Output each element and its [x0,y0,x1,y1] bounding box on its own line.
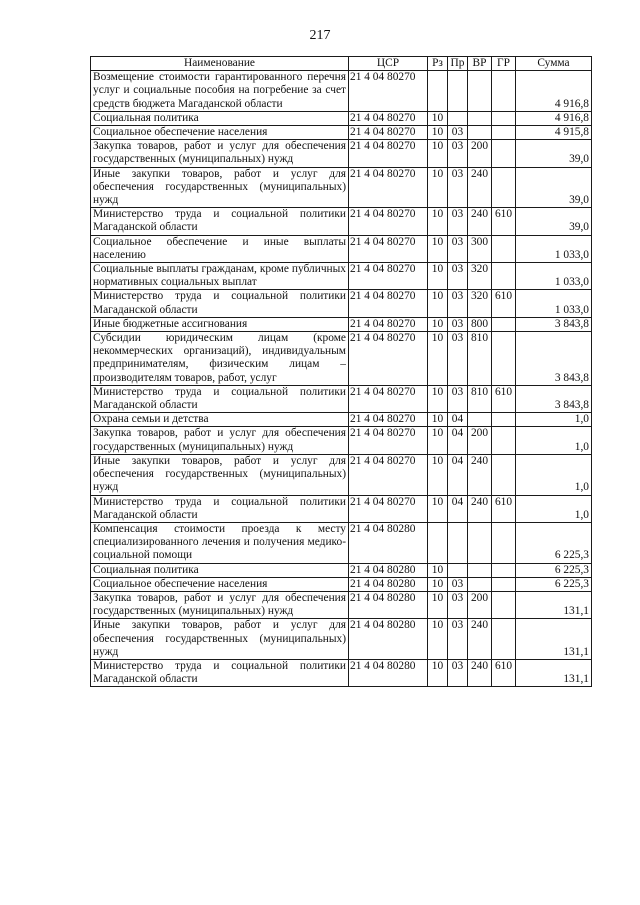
csr-cell: 21 4 04 80270 [349,332,428,386]
pr-cell: 03 [448,167,468,208]
sum-cell: 1 033,0 [516,263,592,290]
pr-cell: 03 [448,140,468,167]
name-cell: Субсидии юридическим лицам (кроме некоммерческих организаций), индивидуальным предпринимателям, физическим лицам – производителям товаров, работ, услуг [91,332,349,386]
vr-cell: 320 [468,290,492,317]
name-cell: Охрана семьи и детства [91,413,349,427]
table-row [91,577,592,591]
header-rz: Рз [428,57,448,71]
gr-cell [492,591,516,618]
rz-cell: 10 [428,619,448,660]
vr-cell: 240 [468,619,492,660]
pr-cell [448,111,468,125]
rz-cell: 10 [428,126,448,140]
table-row [91,563,592,577]
budget-table [90,56,592,687]
rz-cell: 10 [428,385,448,412]
sum-cell: 6 225,3 [516,563,592,577]
name-cell: Иные закупки товаров, работ и услуг для обеспечения государственных (муниципальных) нужд [91,619,349,660]
csr-cell: 21 4 04 80280 [349,522,428,563]
sum-cell: 131,1 [516,619,592,660]
page-number: 217 [309,28,331,43]
rz-cell: 10 [428,263,448,290]
csr-cell: 21 4 04 80270 [349,454,428,495]
rz-cell: 10 [428,290,448,317]
name-cell: Министерство труда и социальной политики Магаданской области [91,385,349,412]
vr-cell [468,563,492,577]
name-cell: Иные закупки товаров, работ и услуг для обеспечения государственных (муниципальных) нужд [91,454,349,495]
name-cell: Министерство труда и социальной политики Магаданской области [91,495,349,522]
vr-cell: 240 [468,208,492,235]
table-row [91,591,592,618]
gr-cell [492,427,516,454]
csr-cell: 21 4 04 80270 [349,167,428,208]
name-cell: Возмещение стоимости гарантированного перечня услуг и социальные пособия на погребение за счет средств бюджета Магаданской области [91,71,349,112]
csr-cell: 21 4 04 80270 [349,317,428,331]
sum-cell: 39,0 [516,208,592,235]
gr-cell [492,111,516,125]
vr-cell [468,71,492,112]
rz-cell: 10 [428,495,448,522]
sum-cell: 39,0 [516,140,592,167]
sum-cell: 1,0 [516,413,592,427]
table-row [91,263,592,290]
pr-cell: 03 [448,208,468,235]
gr-cell [492,413,516,427]
sum-cell: 1,0 [516,427,592,454]
pr-cell: 03 [448,317,468,331]
gr-cell [492,577,516,591]
name-cell: Иные закупки товаров, работ и услуг для обеспечения государственных (муниципальных) нужд [91,167,349,208]
csr-cell: 21 4 04 80280 [349,619,428,660]
csr-cell: 21 4 04 80270 [349,427,428,454]
gr-cell: 610 [492,495,516,522]
gr-cell [492,332,516,386]
sum-cell: 6 225,3 [516,577,592,591]
csr-cell: 21 4 04 80270 [349,263,428,290]
table-row [91,71,592,112]
gr-cell [492,167,516,208]
rz-cell: 10 [428,563,448,577]
sum-cell: 1 033,0 [516,290,592,317]
sum-cell: 1,0 [516,495,592,522]
pr-cell: 04 [448,454,468,495]
header-sum: Сумма [516,57,592,71]
table-row [91,495,592,522]
csr-cell: 21 4 04 80270 [349,385,428,412]
vr-cell: 200 [468,140,492,167]
pr-cell: 03 [448,619,468,660]
vr-cell: 240 [468,659,492,686]
table-row [91,290,592,317]
csr-cell: 21 4 04 80270 [349,208,428,235]
sum-cell: 1 033,0 [516,235,592,262]
gr-cell [492,522,516,563]
rz-cell [428,71,448,112]
name-cell: Социальные выплаты гражданам, кроме публичных нормативных социальных выплат [91,263,349,290]
rz-cell: 10 [428,317,448,331]
sum-cell: 4 915,8 [516,126,592,140]
rz-cell: 10 [428,332,448,386]
csr-cell: 21 4 04 80280 [349,577,428,591]
csr-cell: 21 4 04 80270 [349,111,428,125]
table-row [91,385,592,412]
vr-cell: 300 [468,235,492,262]
pr-cell: 03 [448,591,468,618]
sum-cell: 3 843,8 [516,385,592,412]
pr-cell [448,563,468,577]
table-row [91,208,592,235]
csr-cell: 21 4 04 80270 [349,71,428,112]
rz-cell: 10 [428,167,448,208]
table-row [91,522,592,563]
pr-cell: 04 [448,427,468,454]
pr-cell: 03 [448,385,468,412]
name-cell: Министерство труда и социальной политики Магаданской области [91,659,349,686]
vr-cell [468,111,492,125]
pr-cell: 03 [448,577,468,591]
rz-cell: 10 [428,591,448,618]
pr-cell: 03 [448,290,468,317]
table-row [91,140,592,167]
name-cell: Компенсация стоимости проезда к месту специализированного лечения и получения медико-социальной помощи [91,522,349,563]
vr-cell: 200 [468,591,492,618]
vr-cell: 240 [468,167,492,208]
table-row [91,659,592,686]
table-row [91,167,592,208]
pr-cell [448,71,468,112]
csr-cell: 21 4 04 80280 [349,563,428,577]
sum-cell: 3 843,8 [516,332,592,386]
header-name: Наименование [91,57,349,71]
vr-cell: 800 [468,317,492,331]
name-cell: Социальное обеспечение и иные выплаты населению [91,235,349,262]
rz-cell: 10 [428,577,448,591]
vr-cell: 240 [468,454,492,495]
vr-cell [468,126,492,140]
vr-cell: 810 [468,332,492,386]
header-csr: ЦСР [349,57,428,71]
rz-cell: 10 [428,140,448,167]
sum-cell: 4 916,8 [516,111,592,125]
csr-cell: 21 4 04 80270 [349,290,428,317]
table-row [91,235,592,262]
gr-cell [492,263,516,290]
vr-cell: 200 [468,427,492,454]
gr-cell [492,563,516,577]
name-cell: Социальная политика [91,111,349,125]
gr-cell [492,126,516,140]
gr-cell [492,235,516,262]
pr-cell: 03 [448,235,468,262]
name-cell: Социальное обеспечение населения [91,126,349,140]
sum-cell: 3 843,8 [516,317,592,331]
gr-cell [492,71,516,112]
gr-cell [492,317,516,331]
gr-cell [492,619,516,660]
table-body [91,71,592,687]
csr-cell: 21 4 04 80270 [349,140,428,167]
csr-cell: 21 4 04 80270 [349,126,428,140]
table-row [91,413,592,427]
rz-cell: 10 [428,208,448,235]
table-header-row [91,57,592,71]
sum-cell: 39,0 [516,167,592,208]
rz-cell [428,522,448,563]
name-cell: Министерство труда и социальной политики Магаданской области [91,208,349,235]
csr-cell: 21 4 04 80270 [349,235,428,262]
pr-cell: 03 [448,659,468,686]
table-row [91,454,592,495]
pr-cell: 03 [448,332,468,386]
gr-cell: 610 [492,290,516,317]
name-cell: Социальное обеспечение населения [91,577,349,591]
table-row [91,332,592,386]
pr-cell: 03 [448,126,468,140]
gr-cell: 610 [492,659,516,686]
name-cell: Закупка товаров, работ и услуг для обеспечения государственных (муниципальных) нужд [91,591,349,618]
table-row [91,111,592,125]
sum-cell: 131,1 [516,591,592,618]
rz-cell: 10 [428,454,448,495]
table-row [91,126,592,140]
name-cell: Социальная политика [91,563,349,577]
table-row [91,619,592,660]
pr-cell: 04 [448,495,468,522]
vr-cell [468,413,492,427]
gr-cell [492,140,516,167]
vr-cell: 810 [468,385,492,412]
header-gr: ГР [492,57,516,71]
table-row [91,427,592,454]
header-pr: Пр [448,57,468,71]
vr-cell [468,522,492,563]
rz-cell: 10 [428,413,448,427]
rz-cell: 10 [428,659,448,686]
rz-cell: 10 [428,235,448,262]
csr-cell: 21 4 04 80270 [349,495,428,522]
name-cell: Иные бюджетные ассигнования [91,317,349,331]
pr-cell: 04 [448,413,468,427]
sum-cell: 4 916,8 [516,71,592,112]
sum-cell: 6 225,3 [516,522,592,563]
vr-cell: 240 [468,495,492,522]
csr-cell: 21 4 04 80270 [349,413,428,427]
pr-cell [448,522,468,563]
name-cell: Закупка товаров, работ и услуг для обеспечения государственных (муниципальных) нужд [91,427,349,454]
csr-cell: 21 4 04 80280 [349,659,428,686]
rz-cell: 10 [428,111,448,125]
name-cell: Министерство труда и социальной политики Магаданской области [91,290,349,317]
header-vr: ВР [468,57,492,71]
rz-cell: 10 [428,427,448,454]
gr-cell: 610 [492,208,516,235]
csr-cell: 21 4 04 80280 [349,591,428,618]
sum-cell: 1,0 [516,454,592,495]
name-cell: Закупка товаров, работ и услуг для обеспечения государственных (муниципальных) нужд [91,140,349,167]
gr-cell: 610 [492,385,516,412]
pr-cell: 03 [448,263,468,290]
vr-cell [468,577,492,591]
gr-cell [492,454,516,495]
vr-cell: 320 [468,263,492,290]
table-row [91,317,592,331]
sum-cell: 131,1 [516,659,592,686]
